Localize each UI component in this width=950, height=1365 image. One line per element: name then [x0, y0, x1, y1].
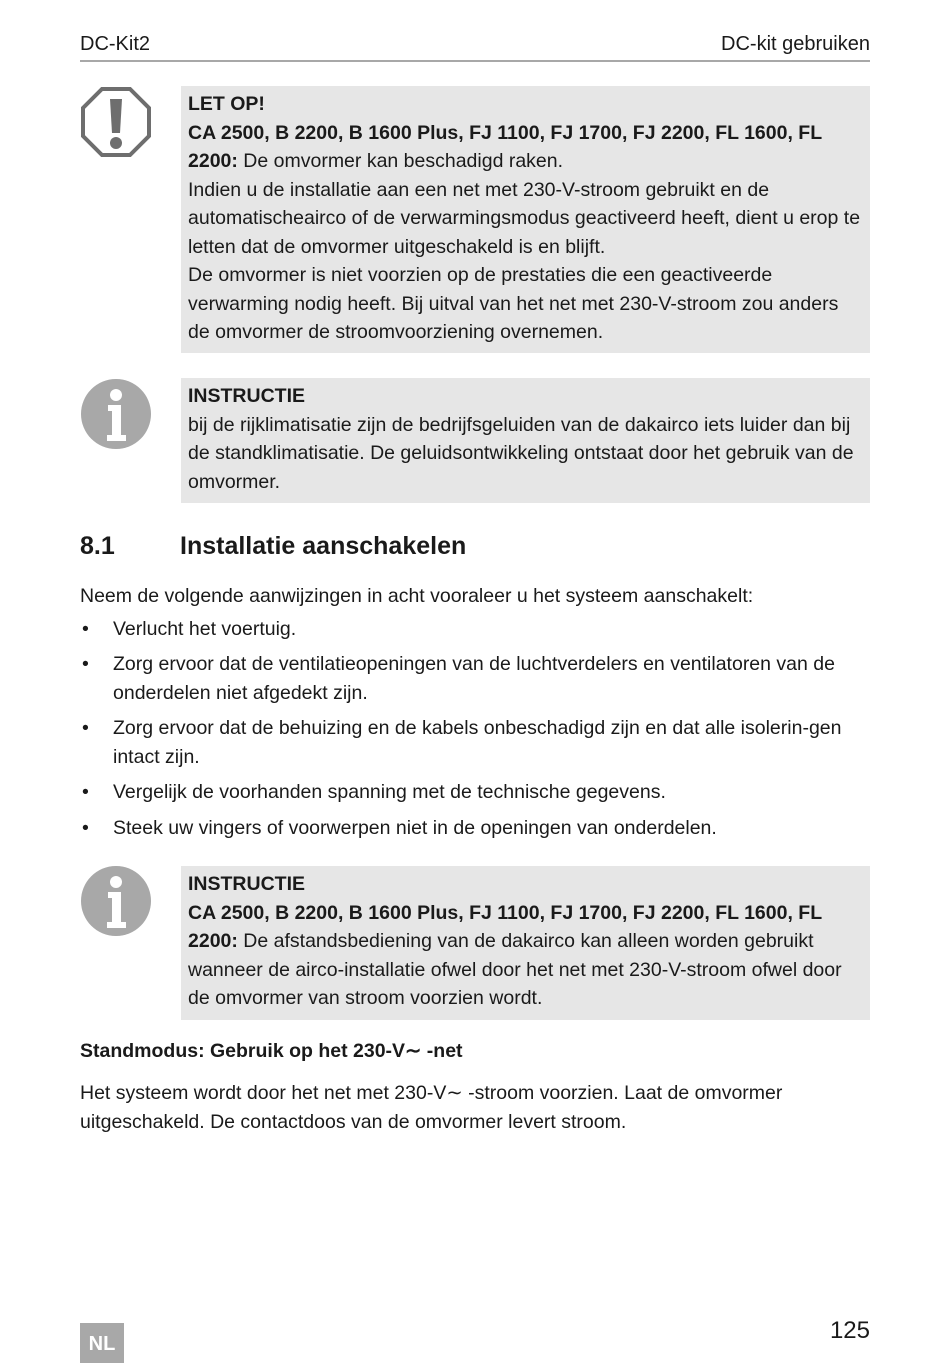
warning-title: LET OP! [188, 93, 265, 115]
section-heading [80, 532, 466, 561]
bullet: • [82, 816, 89, 839]
note-title: INSTRUCTIE [188, 385, 305, 407]
bullet: • [82, 781, 89, 803]
section-number: 8.1 [80, 532, 115, 560]
section-title: Installatie aanschakelen [180, 532, 467, 560]
note-title: INSTRUCTIE [188, 873, 305, 895]
section-body [80, 582, 870, 849]
bullet: • [82, 617, 89, 640]
list-item-text: Verlucht het voertuig. [113, 617, 297, 640]
note-text: bij de rijklimatisatie zijn de bedrijfsgeluiden van de dakairco iets luider dan bij de standklimatisatie. De geluidsontwikkeling ontstaat door het gebruik van de omvormer. [188, 413, 854, 493]
note-box [181, 866, 870, 1020]
standmodus-text: Het systeem wordt door het net met 230-V∼ -stroom voorzien. Laat de omvormer uitgeschakeld. De contactdoos van de omvormer levert stroom. [80, 1082, 783, 1133]
info-icon [80, 865, 152, 937]
note-models: CA 2500, B 2200, B 1600 Plus, FJ 1100, FJ 1700, FJ 2200, FL 1600, FL 2200: [188, 901, 822, 952]
page-number: 125 [829, 1317, 870, 1344]
list-item [80, 814, 870, 843]
warning-text: De omvormer kan beschadigd raken. [237, 150, 564, 172]
language-tab: NL [80, 1323, 124, 1363]
bullet: • [82, 653, 89, 675]
section-intro: Neem de volgende aanwijzingen in acht vooraleer u het systeem aanschakelt: [80, 585, 754, 607]
warning-icon [80, 86, 152, 158]
info-icon [80, 378, 152, 450]
list-item-text: Zorg ervoor dat de ventilatieopeningen van de luchtverdelers en ventilatoren van de onderdelen niet afgedekt zijn. [113, 653, 835, 704]
note-box [181, 378, 870, 503]
list-item-text: Vergelijk de voorhanden spanning met de technische gegevens. [113, 781, 666, 803]
list-item [80, 615, 870, 644]
note-text: De afstandsbediening van de dakairco kan alleen worden gebruikt wanneer de airco-installatie ofwel door het net met 230-V-stroom ofwel door de omvormer van stroom voorzien wordt. [188, 930, 842, 1009]
header-doc-title: DC-Kit2 [80, 33, 151, 55]
warning-models: CA 2500, B 2200, B 1600 Plus, FJ 1100, FJ 1700, FJ 2200, FL 1600, FL 2200: [188, 121, 822, 172]
warning-paragraph: Indien u de installatie aan een net met 230-V-stroom gebruikt en de automatischeairco of de verwarmingsmodus geactiveerd heeft, dient u erop te letten dat de omvormer uitgeschakeld is en blijft. [188, 178, 861, 258]
bullet: • [82, 717, 89, 739]
header-divider [80, 60, 870, 62]
list-item [80, 650, 870, 707]
list-item [80, 714, 870, 771]
warning-paragraph: De omvormer is niet voorzien op de prestaties die een geactiveerde verwarming nodig heeft. Bij uitval van het net met 230-V-stroom zou anders de omvormer de stroomvoorziening overnemen. [188, 264, 839, 343]
list-item-text: Steek uw vingers of voorwerpen niet in de openingen van onderdelen. [113, 816, 717, 839]
subheading: Standmodus: Gebruik op het 230-V∼ -net [80, 1040, 463, 1062]
warning-box [181, 86, 870, 353]
list-item-text: Zorg ervoor dat de behuizing en de kabels onbeschadigd zijn en dat alle isolerin-gen intact zijn. [113, 717, 842, 768]
list-item [80, 778, 870, 807]
bullet-list [80, 615, 870, 843]
header-chapter-title: DC-kit gebruiken [721, 33, 870, 55]
